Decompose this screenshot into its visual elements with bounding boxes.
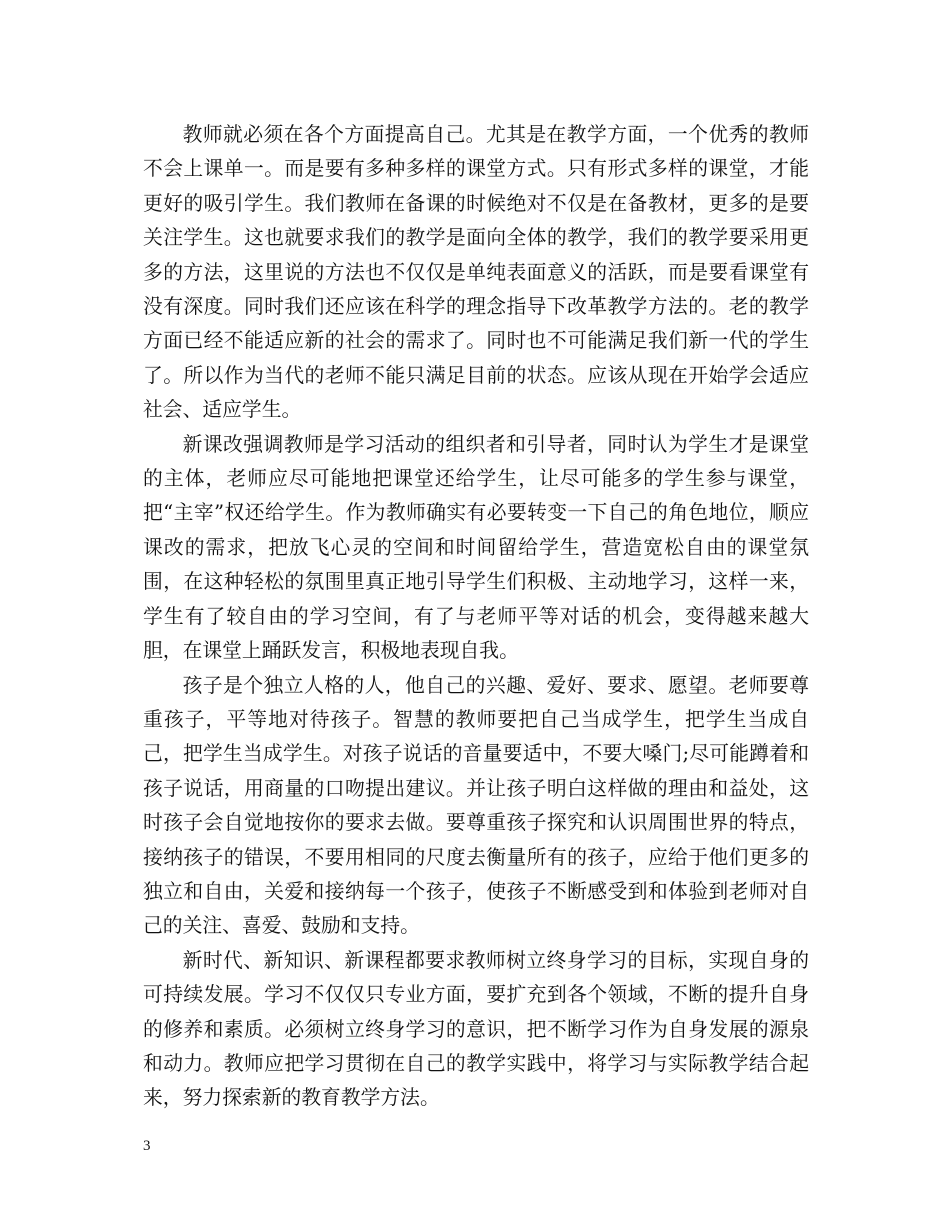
paragraph-2: 新课改强调教师是学习活动的组织者和引导者，同时认为学生才是课堂的主体，老师应尽可能地把课堂还给学生，让尽可能多的学生参与课堂，把“主宰”权还给学生。作为教师确实有必要转变一下自己的角色地位，顺应课改的需求，把放飞心灵的空间和时间留给学生，营造宽松自由的课堂氛围，在这种轻松的氛围里真正地引导学生们积极、主动地学习，这样一来，学生有了较自由的学习空间，有了与老师平等对话的机会，变得越来越大胆，在课堂上踊跃发言，积极地表现自我。 <box>143 432 809 663</box>
body-text <box>143 118 809 1116</box>
paragraph-1: 教师就必须在各个方面提高自己。尤其是在教学方面，一个优秀的教师不会上课单一。而是要有多种多样的课堂方式。只有形式多样的课堂，才能更好的吸引学生。我们教师在备课的时候绝对不仅是在备教材，更多的是要关注学生。这也就要求我们的教学是面向全体的教学，我们的教学要采用更多的方法，这里说的方法也不仅仅是单纯表面意义的活跃，而是要看课堂有没有深度。同时我们还应该在科学的理念指导下改革教学方法的。老的教学方面已经不能适应新的社会的需求了。同时也不可能满足我们新一代的学生了。所以作为当代的老师不能只满足目前的状态。应该从现在开始学会适应社会、适应学生。 <box>143 123 809 422</box>
paragraph-4: 新时代、新知识、新课程都要求教师树立终身学习的目标，实现自身的可持续发展。学习不仅仅只专业方面，要扩充到各个领域，不断的提升自身的修养和素质。必须树立终身学习的意识，把不断学习作为自身发展的源泉和动力。教师应把学习贯彻在自己的教学实践中，将学习与实际教学结合起来，努力探索新的教育教学方法。 <box>143 948 809 1110</box>
paragraph-3: 孩子是个独立人格的人，他自己的兴趣、爱好、要求、愿望。老师要尊重孩子，平等地对待孩子。智慧的教师要把自己当成学生，把学生当成自己，把学生当成学生。对孩子说话的音量要适中，不要大嗓门;尽可能蹲着和孩子说话，用商量的口吻提出建议。并让孩子明白这样做的理由和益处，这时孩子会自觉地按你的要求去做。要尊重孩子探究和认识周围世界的特点，接纳孩子的错误，不要用相同的尺度去衡量所有的孩子，应给于他们更多的独立和自由，关爱和接纳每一个孩子，使孩子不断感受到和体验到老师对自己的关注、喜爱、鼓励和支持。 <box>143 673 809 938</box>
page-number: 3 <box>143 1138 151 1154</box>
